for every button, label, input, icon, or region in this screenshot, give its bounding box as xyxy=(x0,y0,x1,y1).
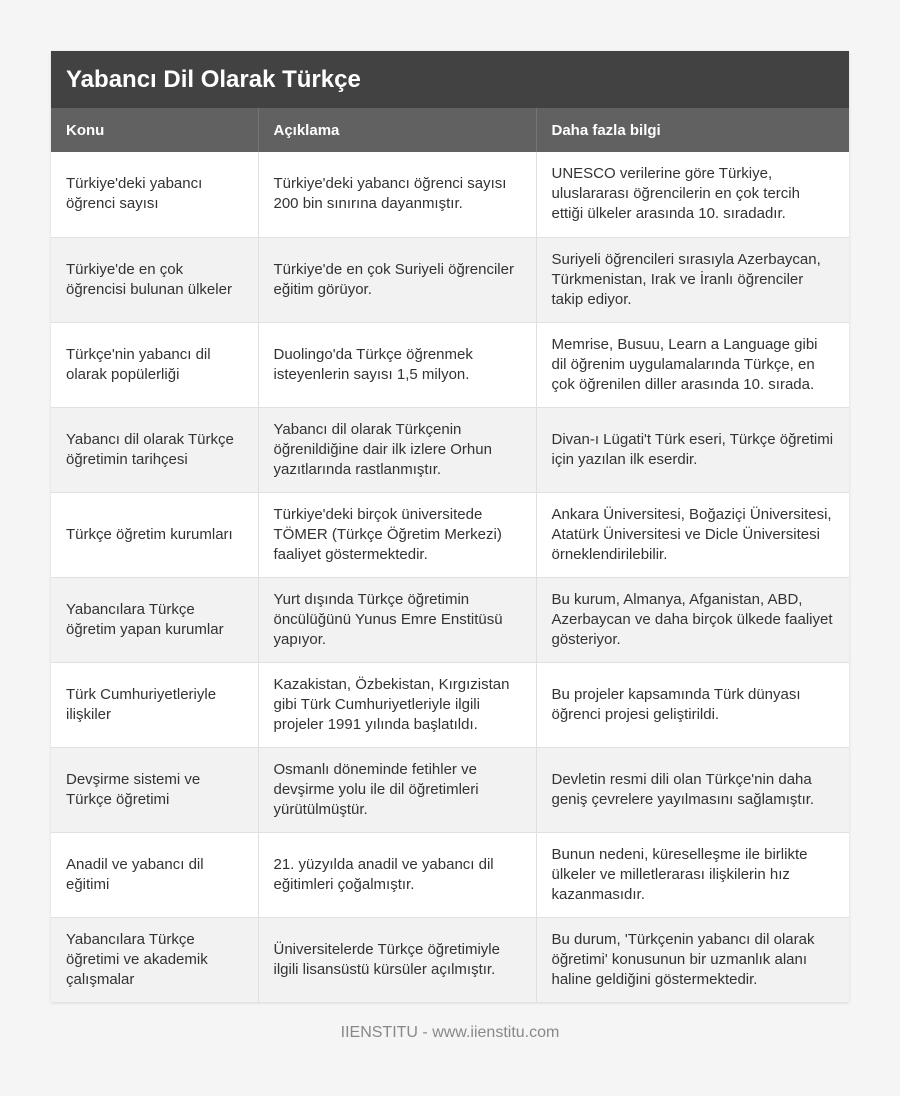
table-card xyxy=(51,51,849,1002)
table-row xyxy=(51,322,849,407)
table-cell: Türkiye'deki yabancı öğrenci sayısı 200 bin sınırına dayanmıştır. xyxy=(258,152,536,237)
table-cell: Duolingo'da Türkçe öğrenmek isteyenlerin sayısı 1,5 milyon. xyxy=(258,322,536,407)
table-cell: Türkiye'de en çok Suriyeli öğrenciler eğitim görüyor. xyxy=(258,237,536,322)
table-cell: Bu durum, 'Türkçenin yabancı dil olarak öğretimi' konusunun bir uzmanlık alanı haline geldiğini göstermektedir. xyxy=(551,930,815,988)
table-row xyxy=(51,832,849,917)
table-row xyxy=(51,577,849,662)
table-cell: Kazakistan, Özbekistan, Kırgızistan gibi Türk Cumhuriyetleriyle ilgili projeler 1991 yılında başlatıldı. xyxy=(258,662,536,747)
table-row xyxy=(51,662,849,747)
table-cell: Üniversitelerde Türkçe öğretimiyle ilgili lisansüstü kürsüler açılmıştır. xyxy=(258,917,536,1002)
table-cell: Yabancılara Türkçe öğretim yapan kurumlar xyxy=(51,577,258,662)
table-cell: Suriyeli öğrencileri sırasıyla Azerbaycan, Türkmenistan, Irak ve İranlı öğrenciler takip ediyor. xyxy=(536,237,849,322)
table-row xyxy=(51,747,849,832)
table-title: Yabancı Dil Olarak Türkçe xyxy=(51,51,849,108)
table-cell: Osmanlı döneminde fetihler ve devşirme yolu ile dil öğretimleri yürütülmüştür. xyxy=(258,747,536,832)
data-table xyxy=(51,108,849,1002)
table-cell: Türk Cumhuriyetleriyle ilişkiler xyxy=(51,662,258,747)
table-cell: Türkiye'deki yabancı öğrenci sayısı xyxy=(51,152,258,237)
table-cell: Divan-ı Lügati't Türk eseri, Türkçe öğretimi için yazılan ilk eserdir. xyxy=(536,407,849,492)
footer-credit: IIENSTITU - www.iienstitu.com xyxy=(340,1024,560,1041)
table-row xyxy=(51,152,849,237)
table-cell: Türkçe'nin yabancı dil olarak popülerliği xyxy=(51,322,258,407)
column-header-konu: Konu xyxy=(51,108,258,152)
table-cell: UNESCO verilerine göre Türkiye, uluslararası öğrencilerin en çok tercih ettiği ülkeler arasında 10. sıradadır. xyxy=(536,152,849,237)
table-cell: Memrise, Busuu, Learn a Language gibi dil öğrenim uygulamalarında Türkçe, en çok öğrenilen diller arasında 10. sırada. xyxy=(536,322,849,407)
column-header-daha-fazla-bilgi: Daha fazla bilgi xyxy=(551,121,661,139)
table-cell: Türkçe öğretim kurumları xyxy=(51,492,258,577)
table-cell: Bu projeler kapsamında Türk dünyası öğrenci projesi geliştirildi. xyxy=(536,662,849,747)
table-row xyxy=(51,237,849,322)
table-cell: Yurt dışında Türkçe öğretimin öncülüğünü Yunus Emre Enstitüsü yapıyor. xyxy=(258,577,536,662)
table-cell: Devletin resmi dili olan Türkçe'nin daha geniş çevrelere yayılmasını sağlamıştır. xyxy=(536,747,849,832)
column-header-aciklama: Açıklama xyxy=(258,108,536,152)
table-cell: Bunun nedeni, küreselleşme ile birlikte ülkeler ve milletlerarası ilişkilerin hız kazanmasıdır. xyxy=(536,832,849,917)
table-cell: Yabancı dil olarak Türkçe öğretimin tarihçesi xyxy=(51,407,258,492)
table-cell: 21. yüzyılda anadil ve yabancı dil eğitimleri çoğalmıştır. xyxy=(258,832,536,917)
table-cell: Ankara Üniversitesi, Boğaziçi Üniversitesi, Atatürk Üniversitesi ve Dicle Üniversitesi örneklendirilebilir. xyxy=(536,492,849,577)
table-row xyxy=(51,917,849,1002)
table-cell: Türkiye'deki birçok üniversitede TÖMER (Türkçe Öğretim Merkezi) faaliyet göstermektedir. xyxy=(258,492,536,577)
table-row xyxy=(51,407,849,492)
header-row xyxy=(51,108,849,152)
table-row xyxy=(51,492,849,577)
table-cell: Yabancı dil olarak Türkçenin öğrenildiğine dair ilk izlere Orhun yazıtlarında rastlanmıştır. xyxy=(258,407,536,492)
table-cell: Türkiye'de en çok öğrencisi bulunan ülkeler xyxy=(51,237,258,322)
table-cell: Bu kurum, Almanya, Afganistan, ABD, Azerbaycan ve daha birçok ülkede faaliyet gösteriyor. xyxy=(536,577,849,662)
table-cell: Yabancılara Türkçe öğretimi ve akademik çalışmalar xyxy=(51,917,258,1002)
table-cell: Anadil ve yabancı dil eğitimi xyxy=(51,832,258,917)
table-cell: Devşirme sistemi ve Türkçe öğretimi xyxy=(51,747,258,832)
